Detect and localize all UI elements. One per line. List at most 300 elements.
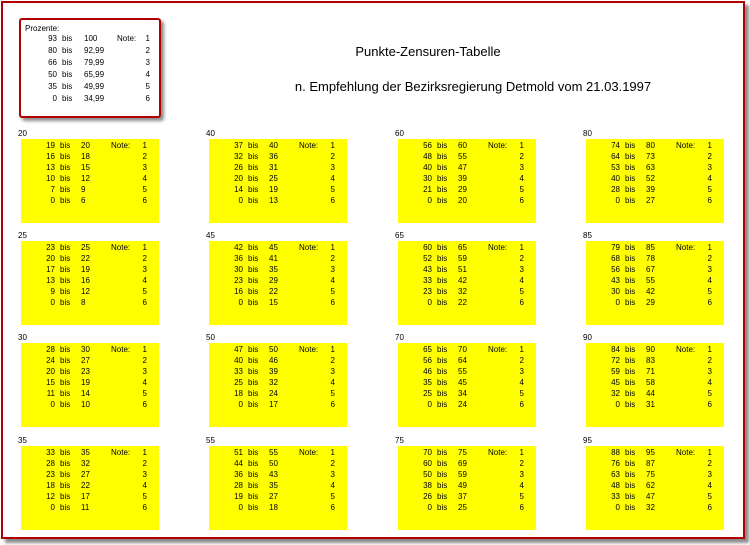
grade-value: 6 [142, 400, 147, 409]
grade-value: 5 [142, 389, 147, 398]
bis-label: bis [625, 356, 636, 365]
percent-to: 100 [84, 34, 98, 43]
grade-block-45 [206, 231, 366, 327]
grade-range-box [586, 343, 724, 427]
bis-label: bis [625, 400, 636, 409]
percent-from: 0 [52, 94, 57, 103]
points-from: 30 [611, 287, 620, 296]
bis-label: bis [625, 367, 636, 376]
grade-value: 1 [330, 243, 335, 252]
grade-value: 4 [519, 174, 524, 183]
points-to: 64 [458, 356, 467, 365]
points-from: 60 [423, 243, 432, 252]
grade-value: 2 [142, 254, 147, 263]
points-to: 69 [458, 459, 467, 468]
grade-value: 6 [707, 196, 712, 205]
page-subtitle: n. Empfehlung der Bezirksregierung Detmold vom 21.03.1997 [294, 79, 652, 94]
points-from: 18 [234, 389, 243, 398]
grade-value: 3 [330, 367, 335, 376]
points-to: 59 [458, 470, 467, 479]
grade-value: 6 [330, 400, 335, 409]
grade-row [398, 399, 536, 411]
points-from: 16 [46, 152, 55, 161]
points-to: 39 [646, 185, 655, 194]
points-to: 35 [269, 481, 278, 490]
grade-value: 2 [519, 356, 524, 365]
points-to: 62 [646, 481, 655, 490]
bis-label: bis [60, 448, 71, 457]
bis-label: bis [625, 503, 636, 512]
points-to: 70 [458, 345, 467, 354]
points-to: 46 [269, 356, 278, 365]
grade-value: 5 [330, 185, 335, 194]
points-to: 39 [269, 367, 278, 376]
points-from: 32 [234, 152, 243, 161]
points-from: 11 [46, 389, 55, 398]
grade-range-box [209, 139, 347, 223]
points-from: 70 [423, 448, 432, 457]
note-label: Note: [111, 345, 131, 354]
grade-block-65 [395, 231, 555, 327]
grade-value: 4 [707, 378, 712, 387]
grade-range-box [21, 139, 159, 223]
points-to: 59 [458, 254, 467, 263]
points-from: 52 [423, 254, 432, 263]
grade-row [209, 195, 347, 207]
points-to: 45 [269, 243, 278, 252]
points-to: 11 [81, 503, 90, 512]
points-from: 38 [423, 481, 432, 490]
bis-label: bis [437, 185, 448, 194]
grade-row [586, 297, 724, 309]
bis-label: bis [248, 481, 259, 490]
points-from: 19 [46, 141, 55, 150]
bis-label: bis [60, 345, 71, 354]
points-to: 65 [458, 243, 467, 252]
bis-label: bis [62, 34, 73, 43]
bis-label: bis [625, 389, 636, 398]
max-points-label: 95 [583, 436, 592, 445]
grade-value: 4 [330, 174, 335, 183]
grade-value: 2 [142, 356, 147, 365]
bis-label: bis [60, 152, 71, 161]
points-from: 33 [234, 367, 243, 376]
points-to: 19 [81, 265, 90, 274]
grade-row [21, 502, 159, 514]
grade-block-95 [583, 436, 743, 532]
points-to: 22 [458, 298, 467, 307]
bis-label: bis [60, 470, 71, 479]
grade-row [209, 399, 347, 411]
bis-label: bis [248, 287, 259, 296]
grade-value: 4 [330, 481, 335, 490]
bis-label: bis [60, 163, 71, 172]
bis-label: bis [60, 243, 71, 252]
grade-value: 5 [519, 287, 524, 296]
points-to: 80 [646, 141, 655, 150]
points-from: 0 [427, 196, 432, 205]
points-from: 48 [423, 152, 432, 161]
points-to: 31 [646, 400, 655, 409]
points-to: 60 [458, 141, 467, 150]
grade-value: 1 [707, 448, 712, 457]
points-from: 51 [234, 448, 243, 457]
points-from: 9 [50, 287, 55, 296]
bis-label: bis [625, 185, 636, 194]
grade-value: 4 [142, 378, 147, 387]
grade-value: 5 [142, 185, 147, 194]
grade-value: 3 [142, 163, 147, 172]
points-to: 15 [269, 298, 278, 307]
grade-row [398, 297, 536, 309]
note-label: Note: [111, 141, 131, 150]
max-points-label: 45 [206, 231, 215, 240]
grade-block-80 [583, 129, 743, 225]
grade-block-55 [206, 436, 366, 532]
grade-value: 5 [519, 185, 524, 194]
points-from: 15 [46, 378, 55, 387]
max-points-label: 30 [18, 333, 27, 342]
bis-label: bis [60, 492, 71, 501]
grade-value: 6 [519, 503, 524, 512]
bis-label: bis [62, 82, 73, 91]
points-to: 32 [646, 503, 655, 512]
grade-value: 6 [142, 298, 147, 307]
points-from: 56 [611, 265, 620, 274]
grade-block-30 [18, 333, 178, 429]
points-to: 18 [81, 152, 90, 161]
percent-from: 35 [48, 82, 57, 91]
points-from: 0 [427, 503, 432, 512]
points-to: 20 [458, 196, 467, 205]
grade-block-35 [18, 436, 178, 532]
points-from: 24 [46, 356, 55, 365]
points-to: 63 [646, 163, 655, 172]
grade-block-60 [395, 129, 555, 225]
points-from: 25 [234, 378, 243, 387]
grade-value: 6 [330, 298, 335, 307]
points-to: 32 [458, 287, 467, 296]
points-from: 23 [234, 276, 243, 285]
points-to: 32 [81, 459, 90, 468]
grade-value: 2 [330, 356, 335, 365]
grade-value: 5 [142, 287, 147, 296]
grade-value: 1 [707, 141, 712, 150]
points-from: 40 [611, 174, 620, 183]
bis-label: bis [625, 276, 636, 285]
bis-label: bis [625, 152, 636, 161]
bis-label: bis [437, 174, 448, 183]
points-from: 45 [611, 378, 620, 387]
points-from: 63 [611, 470, 620, 479]
bis-label: bis [437, 243, 448, 252]
bis-label: bis [248, 378, 259, 387]
points-from: 0 [427, 298, 432, 307]
points-to: 15 [81, 163, 90, 172]
note-label: Note: [488, 141, 508, 150]
bis-label: bis [60, 287, 71, 296]
bis-label: bis [437, 492, 448, 501]
bis-label: bis [248, 298, 259, 307]
percent-from: 93 [48, 34, 57, 43]
grade-value: 6 [707, 503, 712, 512]
grade-range-box [21, 241, 159, 325]
percent-grade: 2 [145, 46, 150, 55]
points-from: 40 [423, 163, 432, 172]
bis-label: bis [248, 345, 259, 354]
bis-label: bis [248, 492, 259, 501]
points-from: 7 [50, 185, 55, 194]
bis-label: bis [248, 152, 259, 161]
points-to: 42 [646, 287, 655, 296]
bis-label: bis [437, 254, 448, 263]
grade-value: 2 [707, 152, 712, 161]
points-from: 23 [46, 243, 55, 252]
max-points-label: 85 [583, 231, 592, 240]
bis-label: bis [625, 459, 636, 468]
points-from: 65 [423, 345, 432, 354]
grade-block-50 [206, 333, 366, 429]
bis-label: bis [62, 70, 73, 79]
points-from: 25 [423, 389, 432, 398]
grade-value: 4 [707, 481, 712, 490]
grade-value: 1 [707, 345, 712, 354]
grade-value: 4 [142, 174, 147, 183]
max-points-label: 80 [583, 129, 592, 138]
grade-value: 6 [707, 298, 712, 307]
grade-value: 1 [519, 243, 524, 252]
points-to: 42 [458, 276, 467, 285]
percent-row [21, 46, 159, 58]
points-to: 50 [269, 345, 278, 354]
bis-label: bis [62, 94, 73, 103]
grade-value: 3 [707, 470, 712, 479]
grade-value: 1 [519, 448, 524, 457]
points-from: 0 [50, 400, 55, 409]
points-from: 12 [46, 492, 55, 501]
page-title: Punkte-Zensuren-Tabelle [355, 44, 501, 59]
points-to: 35 [269, 265, 278, 274]
grade-value: 6 [519, 298, 524, 307]
points-to: 32 [269, 378, 278, 387]
points-from: 79 [611, 243, 620, 252]
bis-label: bis [60, 481, 71, 490]
grade-value: 3 [519, 367, 524, 376]
grade-range-box [398, 343, 536, 427]
max-points-label: 90 [583, 333, 592, 342]
percent-table [19, 18, 161, 118]
points-from: 0 [427, 400, 432, 409]
grade-row [209, 502, 347, 514]
note-label: Note: [299, 345, 319, 354]
bis-label: bis [60, 254, 71, 263]
points-to: 37 [458, 492, 467, 501]
points-to: 6 [81, 196, 86, 205]
points-to: 18 [269, 503, 278, 512]
points-to: 83 [646, 356, 655, 365]
grade-value: 5 [707, 185, 712, 194]
bis-label: bis [248, 265, 259, 274]
bis-label: bis [60, 356, 71, 365]
note-label: Note: [299, 141, 319, 150]
max-points-label: 25 [18, 231, 27, 240]
max-points-label: 60 [395, 129, 404, 138]
points-to: 16 [81, 276, 90, 285]
points-from: 68 [611, 254, 620, 263]
bis-label: bis [248, 163, 259, 172]
bis-label: bis [437, 196, 448, 205]
note-label: Note: [299, 448, 319, 457]
bis-label: bis [248, 185, 259, 194]
bis-label: bis [62, 46, 73, 55]
grade-value: 1 [330, 448, 335, 457]
bis-label: bis [437, 448, 448, 457]
grade-value: 1 [519, 141, 524, 150]
grade-row [586, 502, 724, 514]
bis-label: bis [437, 459, 448, 468]
bis-label: bis [625, 141, 636, 150]
points-from: 44 [234, 459, 243, 468]
points-to: 35 [81, 448, 90, 457]
bis-label: bis [625, 481, 636, 490]
points-from: 74 [611, 141, 620, 150]
points-from: 0 [238, 503, 243, 512]
grade-value: 5 [519, 389, 524, 398]
grade-range-box [398, 446, 536, 530]
points-from: 28 [46, 345, 55, 354]
points-to: 55 [458, 152, 467, 161]
points-from: 18 [46, 481, 55, 490]
max-points-label: 55 [206, 436, 215, 445]
points-from: 20 [234, 174, 243, 183]
grade-value: 2 [330, 459, 335, 468]
max-points-label: 75 [395, 436, 404, 445]
points-to: 25 [81, 243, 90, 252]
points-to: 10 [81, 400, 90, 409]
points-to: 25 [269, 174, 278, 183]
points-from: 42 [234, 243, 243, 252]
note-label: Note: [676, 448, 696, 457]
bis-label: bis [437, 356, 448, 365]
percent-from: 50 [48, 70, 57, 79]
grade-value: 2 [142, 152, 147, 161]
bis-label: bis [248, 174, 259, 183]
grade-value: 5 [330, 287, 335, 296]
points-from: 33 [46, 448, 55, 457]
points-from: 17 [46, 265, 55, 274]
points-to: 12 [81, 174, 90, 183]
grade-range-box [209, 446, 347, 530]
points-to: 24 [269, 389, 278, 398]
points-from: 88 [611, 448, 620, 457]
points-to: 20 [81, 141, 90, 150]
grade-row [21, 297, 159, 309]
bis-label: bis [625, 378, 636, 387]
points-to: 40 [269, 141, 278, 150]
max-points-label: 50 [206, 333, 215, 342]
grade-value: 1 [142, 345, 147, 354]
points-to: 51 [458, 265, 467, 274]
points-from: 19 [234, 492, 243, 501]
points-from: 36 [234, 470, 243, 479]
grade-value: 3 [519, 163, 524, 172]
points-to: 29 [646, 298, 655, 307]
grade-row [398, 502, 536, 514]
points-to: 29 [269, 276, 278, 285]
points-to: 27 [81, 470, 90, 479]
grade-value: 4 [707, 276, 712, 285]
points-to: 41 [269, 254, 278, 263]
percent-grade: 3 [145, 58, 150, 67]
bis-label: bis [625, 243, 636, 252]
grade-block-85 [583, 231, 743, 327]
bis-label: bis [437, 389, 448, 398]
bis-label: bis [248, 459, 259, 468]
grade-value: 5 [707, 287, 712, 296]
grade-value: 4 [330, 276, 335, 285]
bis-label: bis [248, 400, 259, 409]
points-from: 36 [234, 254, 243, 263]
grade-row [586, 195, 724, 207]
note-label: Note: [117, 34, 137, 43]
grade-value: 3 [142, 470, 147, 479]
note-label: Note: [488, 448, 508, 457]
points-to: 22 [81, 481, 90, 490]
points-from: 0 [615, 298, 620, 307]
percent-from: 66 [48, 58, 57, 67]
points-from: 50 [423, 470, 432, 479]
percent-to: 34,99 [84, 94, 105, 103]
grade-value: 3 [707, 367, 712, 376]
bis-label: bis [625, 470, 636, 479]
points-from: 56 [423, 141, 432, 150]
grade-value: 5 [707, 389, 712, 398]
points-from: 33 [423, 276, 432, 285]
points-from: 60 [423, 459, 432, 468]
grade-block-20 [18, 129, 178, 225]
bis-label: bis [60, 298, 71, 307]
bis-label: bis [625, 287, 636, 296]
points-to: 71 [646, 367, 655, 376]
points-to: 19 [269, 185, 278, 194]
bis-label: bis [248, 503, 259, 512]
grade-value: 5 [330, 389, 335, 398]
points-from: 23 [423, 287, 432, 296]
points-from: 13 [46, 276, 55, 285]
points-from: 23 [46, 470, 55, 479]
bis-label: bis [437, 265, 448, 274]
points-from: 32 [611, 389, 620, 398]
points-from: 0 [615, 196, 620, 205]
grade-value: 6 [707, 400, 712, 409]
points-from: 26 [234, 163, 243, 172]
note-label: Note: [488, 243, 508, 252]
points-from: 26 [423, 492, 432, 501]
grade-value: 5 [330, 492, 335, 501]
grade-value: 4 [330, 378, 335, 387]
bis-label: bis [60, 141, 71, 150]
grade-value: 5 [707, 492, 712, 501]
bis-label: bis [248, 367, 259, 376]
points-to: 43 [269, 470, 278, 479]
points-from: 0 [615, 400, 620, 409]
points-from: 0 [50, 298, 55, 307]
grade-value: 3 [519, 265, 524, 274]
points-from: 0 [615, 503, 620, 512]
points-to: 27 [646, 196, 655, 205]
grade-value: 5 [519, 492, 524, 501]
note-label: Note: [676, 141, 696, 150]
